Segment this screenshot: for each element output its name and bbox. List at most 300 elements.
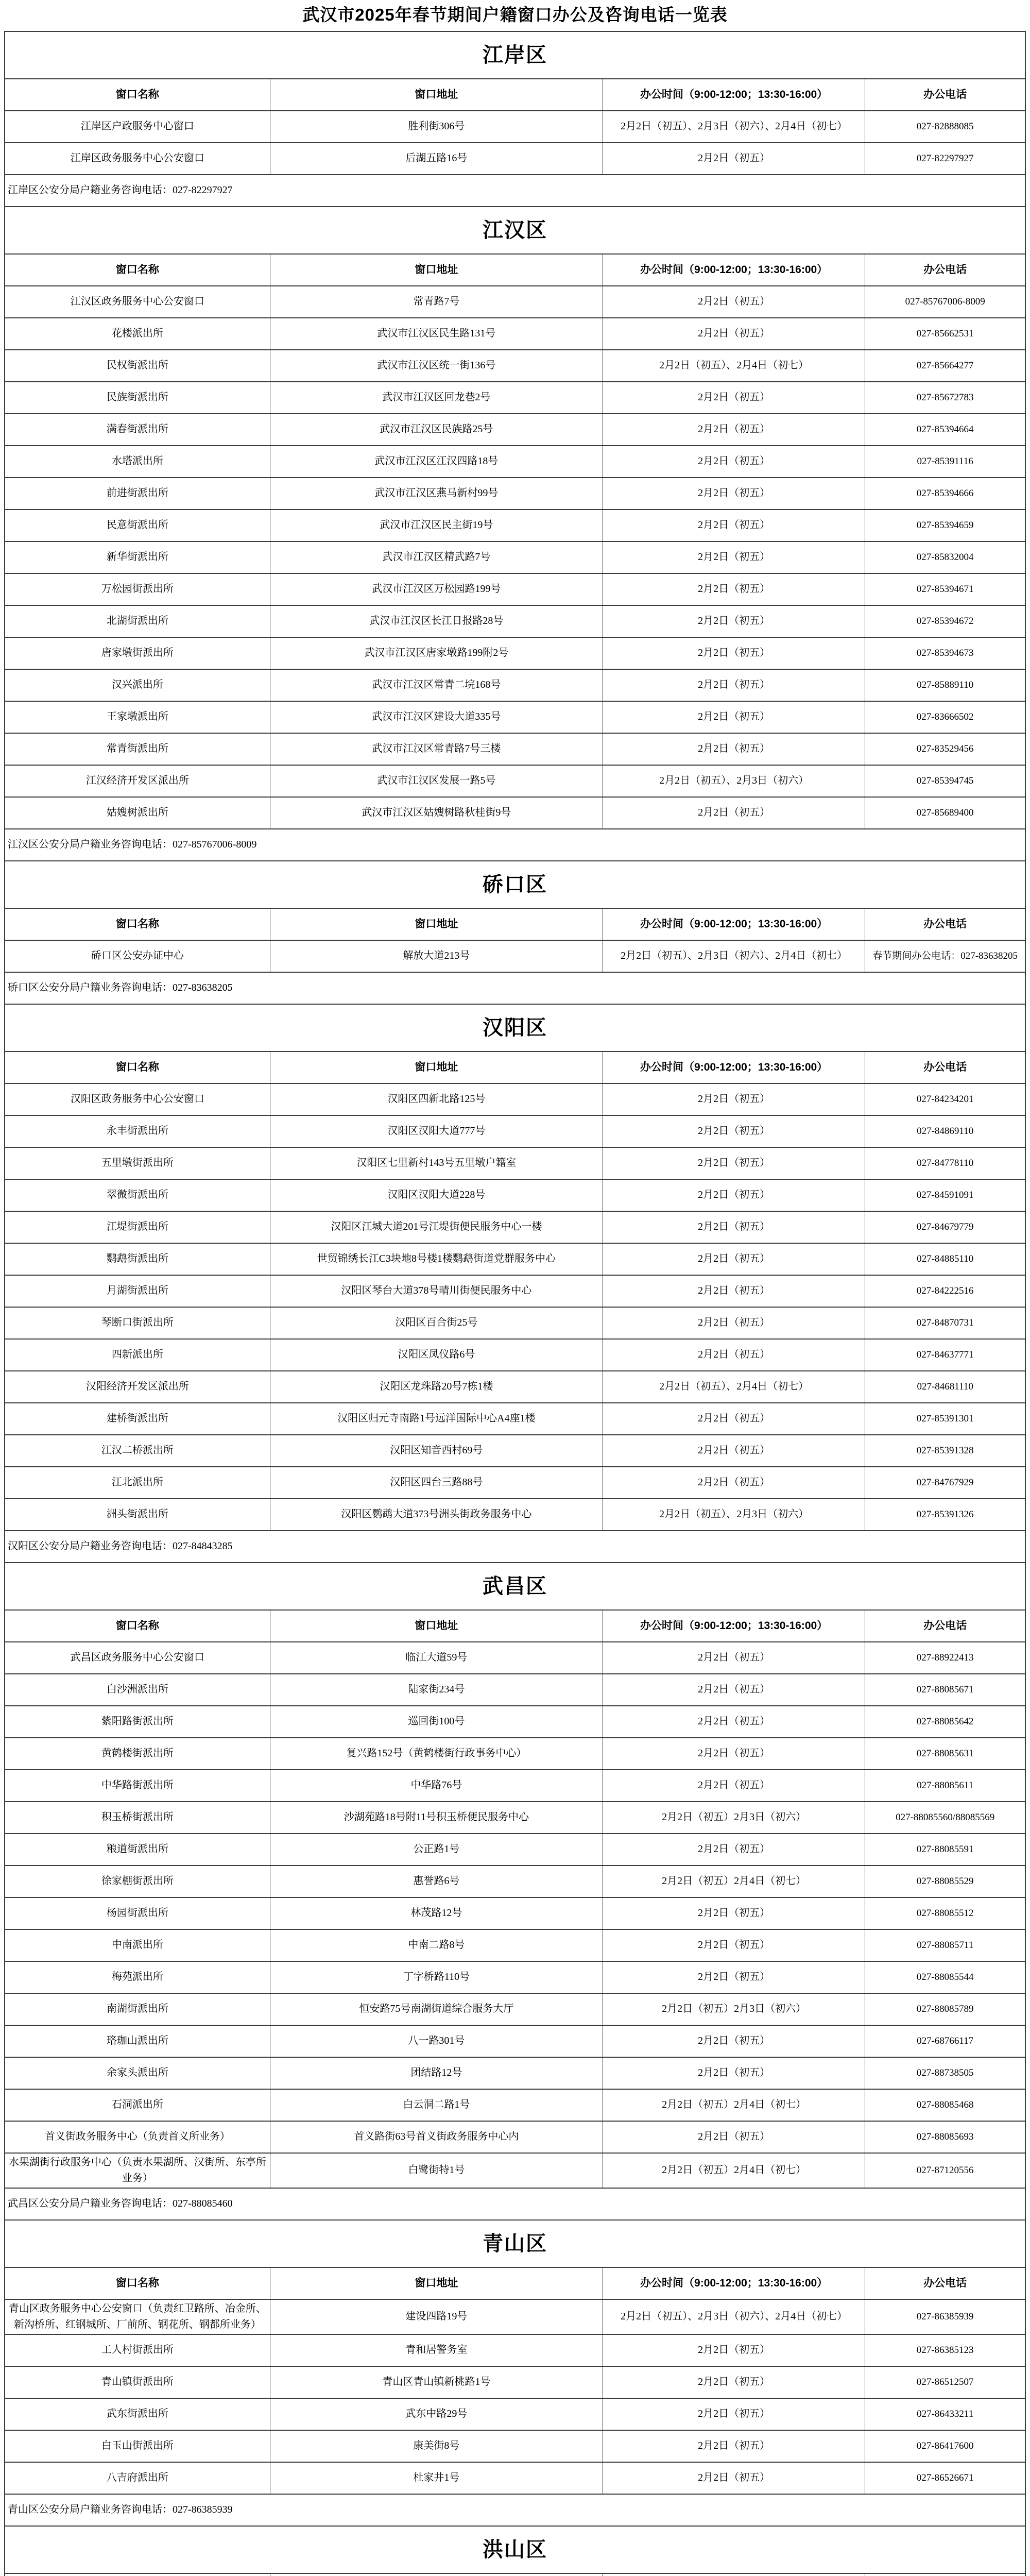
column-header: 窗口地址 xyxy=(270,1052,603,1083)
window-name-cell: 余家头派出所 xyxy=(5,2057,270,2089)
office-time-cell: 2月2日（初五） xyxy=(603,286,865,318)
column-header xyxy=(865,2573,1025,2576)
phone-cell: 027-84679779 xyxy=(865,1211,1025,1243)
district-section-row xyxy=(5,1563,1025,1610)
column-header: 窗口名称 xyxy=(5,254,270,286)
office-time-cell: 2月2日（初五） xyxy=(603,2025,865,2057)
office-time-cell: 2月2日（初五） xyxy=(603,1211,865,1243)
window-name-cell: 鹦鹉街派出所 xyxy=(5,1243,270,1275)
column-header: 办公电话 xyxy=(865,908,1025,940)
table-row xyxy=(5,2299,1025,2334)
district-footer-row xyxy=(5,972,1025,1004)
phone-cell: 春节期间办公电话：027-83638205 xyxy=(865,940,1025,972)
phone-cell: 027-85391301 xyxy=(865,1403,1025,1435)
phone-cell: 027-88922413 xyxy=(865,1642,1025,1674)
window-name-cell: 满春街派出所 xyxy=(5,414,270,446)
address-cell: 武汉市江汉区建设大道335号 xyxy=(270,701,603,733)
office-time-cell: 2月2日（初五） xyxy=(603,1179,865,1211)
address-cell: 武汉市江汉区发展一路5号 xyxy=(270,765,603,797)
office-time-cell: 2月2日（初五） xyxy=(603,1435,865,1467)
phone-cell: 027-88085642 xyxy=(865,1706,1025,1738)
address-cell: 汉阳区四新北路125号 xyxy=(270,1083,603,1115)
phone-cell: 027-85394664 xyxy=(865,414,1025,446)
window-name-cell: 青山镇街派出所 xyxy=(5,2366,270,2398)
district-section-row xyxy=(5,861,1025,908)
address-cell: 武汉市江汉区常青二垸168号 xyxy=(270,669,603,701)
phone-cell: 027-85767006-8009 xyxy=(865,286,1025,318)
address-cell: 武汉市江汉区姑嫂树路秋桂街9号 xyxy=(270,797,603,829)
window-name-cell: 花楼派出所 xyxy=(5,318,270,350)
phone-cell: 027-88085693 xyxy=(865,2121,1025,2153)
column-header-row xyxy=(5,2267,1025,2299)
office-time-cell: 2月2日（初五） xyxy=(603,1897,865,1929)
table-row xyxy=(5,1674,1025,1706)
phone-cell: 027-84234201 xyxy=(865,1083,1025,1115)
phone-cell: 027-85391326 xyxy=(865,1499,1025,1531)
district-footer-row xyxy=(5,1531,1025,1563)
district-footer-row xyxy=(5,2494,1025,2526)
table-row xyxy=(5,573,1025,605)
table-row xyxy=(5,2089,1025,2121)
phone-cell: 027-85832004 xyxy=(865,541,1025,573)
address-cell: 建设四路19号 xyxy=(270,2299,603,2334)
address-cell: 巡回街100号 xyxy=(270,1706,603,1738)
window-name-cell: 翠微街派出所 xyxy=(5,1179,270,1211)
office-time-cell: 2月2日（初五） xyxy=(603,1243,865,1275)
window-name-cell: 汉阳经济开发区派出所 xyxy=(5,1371,270,1403)
column-header-row xyxy=(5,79,1025,111)
table-row xyxy=(5,1211,1025,1243)
window-name-cell: 唐家墩街派出所 xyxy=(5,637,270,669)
phone-cell: 027-82888085 xyxy=(865,111,1025,143)
registration-table-body xyxy=(5,31,1025,2576)
phone-cell: 027-68766117 xyxy=(865,2025,1025,2057)
phone-cell: 027-86417600 xyxy=(865,2430,1025,2462)
table-row xyxy=(5,765,1025,797)
window-name-cell: 江岸区政务服务中心公安窗口 xyxy=(5,143,270,175)
address-cell: 康美街8号 xyxy=(270,2430,603,2462)
window-name-cell: 民权街派出所 xyxy=(5,350,270,382)
district-footer-row xyxy=(5,175,1025,207)
phone-cell: 027-86526671 xyxy=(865,2462,1025,2494)
table-row xyxy=(5,541,1025,573)
district-footer-row xyxy=(5,829,1025,861)
window-name-cell: 南湖街派出所 xyxy=(5,1993,270,2025)
office-time-cell: 2月2日（初五）、2月3日（初六）、2月4日（初七） xyxy=(603,2299,865,2334)
table-row xyxy=(5,1307,1025,1339)
phone-cell: 027-85662531 xyxy=(865,318,1025,350)
window-name-cell: 前进街派出所 xyxy=(5,478,270,510)
window-name-cell: 紫阳路街派出所 xyxy=(5,1706,270,1738)
phone-cell: 027-84681110 xyxy=(865,1371,1025,1403)
office-time-cell: 2月2日（初五） xyxy=(603,143,865,175)
table-row xyxy=(5,1339,1025,1371)
address-cell: 汉阳区江城大道201号江堤街便民服务中心一楼 xyxy=(270,1211,603,1243)
office-time-cell: 2月2日（初五） xyxy=(603,1147,865,1179)
table-row xyxy=(5,1993,1025,2025)
window-name-cell: 民意街派出所 xyxy=(5,510,270,541)
office-time-cell: 2月2日（初五） xyxy=(603,1770,865,1802)
office-time-cell: 2月2日（初五） xyxy=(603,1467,865,1499)
phone-cell: 027-82297927 xyxy=(865,143,1025,175)
column-header: 办公时间（9:00-12:00；13:30-16:00） xyxy=(603,1610,865,1642)
window-name-cell: 武东街派出所 xyxy=(5,2398,270,2430)
office-time-cell: 2月2日（初五） xyxy=(603,1275,865,1307)
table-row xyxy=(5,701,1025,733)
window-name-cell: 汉兴派出所 xyxy=(5,669,270,701)
address-cell: 汉阳区归元寺南路1号远洋国际中心A4座1楼 xyxy=(270,1403,603,1435)
table-row xyxy=(5,1275,1025,1307)
table-row xyxy=(5,1866,1025,1897)
address-cell: 公正路1号 xyxy=(270,1834,603,1866)
district-banner: 汉阳区 xyxy=(5,1004,1025,1052)
table-row xyxy=(5,1834,1025,1866)
phone-cell: 027-88738505 xyxy=(865,2057,1025,2089)
table-row xyxy=(5,940,1025,972)
office-time-cell: 2月2日（初五） xyxy=(603,1083,865,1115)
phone-cell: 027-83666502 xyxy=(865,701,1025,733)
table-row xyxy=(5,2366,1025,2398)
district-footer: 江汉区公安分局户籍业务咨询电话：027-85767006-8009 xyxy=(5,829,1025,861)
window-name-cell: 常青街派出所 xyxy=(5,733,270,765)
column-header: 办公电话 xyxy=(865,79,1025,111)
window-name-cell: 琴断口街派出所 xyxy=(5,1307,270,1339)
district-section-row xyxy=(5,207,1025,254)
office-time-cell: 2月2日（初五） xyxy=(603,318,865,350)
office-time-cell: 2月2日（初五）、2月4日（初七） xyxy=(603,1371,865,1403)
office-time-cell: 2月2日（初五） xyxy=(603,701,865,733)
phone-cell: 027-85394666 xyxy=(865,478,1025,510)
phone-cell: 027-87120556 xyxy=(865,2153,1025,2188)
district-footer-row xyxy=(5,2188,1025,2220)
address-cell: 汉阳区知音西村69号 xyxy=(270,1435,603,1467)
table-row xyxy=(5,286,1025,318)
phone-cell: 027-88085591 xyxy=(865,1834,1025,1866)
office-time-cell: 2月2日（初五） xyxy=(603,510,865,541)
column-header: 办公时间（9:00-12:00；13:30-16:00） xyxy=(603,1052,865,1083)
phone-cell: 027-85394673 xyxy=(865,637,1025,669)
address-cell: 武汉市江汉区燕马新村99号 xyxy=(270,478,603,510)
table-row xyxy=(5,350,1025,382)
office-time-cell: 2月2日（初五） xyxy=(603,637,865,669)
address-cell: 武汉市江汉区唐家墩路199附2号 xyxy=(270,637,603,669)
table-row xyxy=(5,1897,1025,1929)
window-name-cell: 石洞派出所 xyxy=(5,2089,270,2121)
window-name-cell: 中南派出所 xyxy=(5,1929,270,1961)
district-section-row xyxy=(5,1004,1025,1052)
address-cell: 汉阳区龙珠路20号7栋1楼 xyxy=(270,1371,603,1403)
address-cell: 白鹭街特1号 xyxy=(270,2153,603,2188)
window-name-cell: 水塔派出所 xyxy=(5,446,270,478)
office-time-cell: 2月2日（初五） xyxy=(603,1339,865,1371)
address-cell: 汉阳区汉阳大道228号 xyxy=(270,1179,603,1211)
table-row xyxy=(5,1147,1025,1179)
address-cell: 林茂路12号 xyxy=(270,1897,603,1929)
table-row xyxy=(5,1467,1025,1499)
address-cell: 武汉市江汉区长江日报路28号 xyxy=(270,605,603,637)
district-footer: 武昌区公安分局户籍业务咨询电话：027-88085460 xyxy=(5,2188,1025,2220)
office-time-cell: 2月2日（初五） xyxy=(603,2121,865,2153)
column-header: 办公时间（9:00-12:00；13:30-16:00） xyxy=(603,79,865,111)
column-header: 办公电话 xyxy=(865,1052,1025,1083)
address-cell: 武汉市江汉区精武路7号 xyxy=(270,541,603,573)
table-row xyxy=(5,2153,1025,2188)
office-time-cell: 2月2日（初五） xyxy=(603,446,865,478)
window-name-cell: 民族街派出所 xyxy=(5,382,270,414)
district-section-row xyxy=(5,31,1025,79)
window-name-cell: 洲头街派出所 xyxy=(5,1499,270,1531)
window-name-cell: 月湖街派出所 xyxy=(5,1275,270,1307)
address-cell: 青山区青山镇新桃路1号 xyxy=(270,2366,603,2398)
column-header: 办公时间（9:00-12:00；13:30-16:00） xyxy=(603,254,865,286)
address-cell: 汉阳区七里新村143号五里墩户籍室 xyxy=(270,1147,603,1179)
column-header: 办公电话 xyxy=(865,2267,1025,2299)
table-row xyxy=(5,2430,1025,2462)
office-time-cell: 2月2日（初五）2月4日（初七） xyxy=(603,2153,865,2188)
table-row xyxy=(5,2398,1025,2430)
address-cell: 沙湖苑路18号附11号积玉桥便民服务中心 xyxy=(270,1802,603,1834)
phone-cell: 027-88085631 xyxy=(865,1738,1025,1770)
office-time-cell: 2月2日（初五） xyxy=(603,669,865,701)
table-row xyxy=(5,111,1025,143)
window-name-cell: 杨园街派出所 xyxy=(5,1897,270,1929)
office-time-cell: 2月2日（初五） xyxy=(603,2366,865,2398)
address-cell: 武汉市江汉区民主街19号 xyxy=(270,510,603,541)
phone-cell: 027-86385123 xyxy=(865,2334,1025,2366)
column-header: 办公时间（9:00-12:00；13:30-16:00） xyxy=(603,2267,865,2299)
district-footer: 硚口区公安分局户籍业务咨询电话：027-83638205 xyxy=(5,972,1025,1004)
office-time-cell: 2月2日（初五） xyxy=(603,2430,865,2462)
column-header: 窗口名称 xyxy=(5,2267,270,2299)
table-row xyxy=(5,414,1025,446)
district-section-row xyxy=(5,2220,1025,2267)
column-header: 窗口地址 xyxy=(270,2267,603,2299)
office-time-cell: 2月2日（初五） xyxy=(603,2398,865,2430)
table-row xyxy=(5,733,1025,765)
address-cell: 复兴路152号（黄鹤楼街行政事务中心） xyxy=(270,1738,603,1770)
address-cell: 中华路76号 xyxy=(270,1770,603,1802)
column-header-row xyxy=(5,254,1025,286)
window-name-cell: 硚口区公安办证中心 xyxy=(5,940,270,972)
office-time-cell: 2月2日（初五） xyxy=(603,733,865,765)
window-name-cell: 万松园街派出所 xyxy=(5,573,270,605)
phone-cell: 027-86385939 xyxy=(865,2299,1025,2334)
window-name-cell: 江汉区政务服务中心公安窗口 xyxy=(5,286,270,318)
column-header xyxy=(603,2573,865,2576)
column-header: 窗口地址 xyxy=(270,79,603,111)
column-header-row xyxy=(5,1052,1025,1083)
office-time-cell: 2月2日（初五） xyxy=(603,414,865,446)
table-row xyxy=(5,2462,1025,2494)
phone-cell: 027-88085512 xyxy=(865,1897,1025,1929)
window-name-cell: 江堤街派出所 xyxy=(5,1211,270,1243)
phone-cell: 027-85394659 xyxy=(865,510,1025,541)
column-header: 窗口名称 xyxy=(5,1052,270,1083)
office-time-cell: 2月2日（初五） xyxy=(603,478,865,510)
address-cell: 临江大道59号 xyxy=(270,1642,603,1674)
column-header: 窗口地址 xyxy=(270,908,603,940)
address-cell: 武东中路29号 xyxy=(270,2398,603,2430)
column-header-row xyxy=(5,1610,1025,1642)
office-time-cell: 2月2日（初五）2月3日（初六） xyxy=(603,1802,865,1834)
window-name-cell: 黄鹤楼街派出所 xyxy=(5,1738,270,1770)
window-name-cell: 武昌区政务服务中心公安窗口 xyxy=(5,1642,270,1674)
phone-cell: 027-85391116 xyxy=(865,446,1025,478)
window-name-cell: 汉阳区政务服务中心公安窗口 xyxy=(5,1083,270,1115)
address-cell: 团结路12号 xyxy=(270,2057,603,2089)
address-cell: 武汉市江汉区民族路25号 xyxy=(270,414,603,446)
address-cell: 常青路7号 xyxy=(270,286,603,318)
table-row xyxy=(5,1435,1025,1467)
column-header: 办公时间（9:00-12:00；13:30-16:00） xyxy=(603,908,865,940)
district-footer: 青山区公安分局户籍业务咨询电话：027-86385939 xyxy=(5,2494,1025,2526)
address-cell: 武汉市江汉区常青路7号三楼 xyxy=(270,733,603,765)
phone-cell: 027-85394672 xyxy=(865,605,1025,637)
phone-cell: 027-88085789 xyxy=(865,1993,1025,2025)
district-banner: 硚口区 xyxy=(5,861,1025,908)
table-row xyxy=(5,1770,1025,1802)
phone-cell: 027-86433211 xyxy=(865,2398,1025,2430)
table-row xyxy=(5,1961,1025,1993)
column-header xyxy=(5,2573,270,2576)
office-time-cell: 2月2日（初五） xyxy=(603,1403,865,1435)
phone-cell: 027-84767929 xyxy=(865,1467,1025,1499)
column-header: 窗口名称 xyxy=(5,908,270,940)
phone-cell: 027-84885110 xyxy=(865,1243,1025,1275)
office-time-cell: 2月2日（初五） xyxy=(603,573,865,605)
office-time-cell: 2月2日（初五） xyxy=(603,1738,865,1770)
address-cell: 恒安路75号南湖街道综合服务大厅 xyxy=(270,1993,603,2025)
office-time-cell: 2月2日（初五） xyxy=(603,2462,865,2494)
address-cell: 武汉市江汉区万松园路199号 xyxy=(270,573,603,605)
window-name-cell: 江岸区户政服务中心窗口 xyxy=(5,111,270,143)
address-cell: 汉阳区鹦鹉大道373号洲头街政务服务中心 xyxy=(270,1499,603,1531)
table-row xyxy=(5,605,1025,637)
address-cell: 中南二路8号 xyxy=(270,1929,603,1961)
window-name-cell: 青山区政务服务中心公安窗口（负责红卫路所、冶金所、新沟桥所、红钢城所、厂前所、钢花所、钢都所业务） xyxy=(5,2299,270,2334)
address-cell: 解放大道213号 xyxy=(270,940,603,972)
table-row xyxy=(5,446,1025,478)
window-name-cell: 珞珈山派出所 xyxy=(5,2025,270,2057)
window-name-cell: 五里墩街派出所 xyxy=(5,1147,270,1179)
table-row xyxy=(5,1243,1025,1275)
phone-cell: 027-88085544 xyxy=(865,1961,1025,1993)
registration-table xyxy=(4,31,1026,2576)
table-row xyxy=(5,382,1025,414)
district-banner: 青山区 xyxy=(5,2220,1025,2267)
phone-cell: 027-88085468 xyxy=(865,2089,1025,2121)
window-name-cell: 粮道街派出所 xyxy=(5,1834,270,1866)
window-name-cell: 姑嫂树派出所 xyxy=(5,797,270,829)
address-cell: 惠誉路6号 xyxy=(270,1866,603,1897)
column-header xyxy=(270,2573,603,2576)
phone-cell: 027-86512507 xyxy=(865,2366,1025,2398)
column-header: 办公电话 xyxy=(865,1610,1025,1642)
window-name-cell: 八吉府派出所 xyxy=(5,2462,270,2494)
office-time-cell: 2月2日（初五） xyxy=(603,2057,865,2089)
column-header: 办公电话 xyxy=(865,254,1025,286)
address-cell: 八一路301号 xyxy=(270,2025,603,2057)
window-name-cell: 徐家棚街派出所 xyxy=(5,1866,270,1897)
table-row xyxy=(5,1179,1025,1211)
address-cell: 汉阳区凤仪路6号 xyxy=(270,1339,603,1371)
table-row xyxy=(5,2121,1025,2153)
address-cell: 世贸锦绣长江C3块地8号楼1楼鹦鹉街道党群服务中心 xyxy=(270,1243,603,1275)
window-name-cell: 积玉桥街派出所 xyxy=(5,1802,270,1834)
district-banner: 洪山区 xyxy=(5,2526,1025,2573)
phone-cell: 027-85689400 xyxy=(865,797,1025,829)
window-name-cell: 建桥街派出所 xyxy=(5,1403,270,1435)
district-banner: 江汉区 xyxy=(5,207,1025,254)
phone-cell: 027-88085611 xyxy=(865,1770,1025,1802)
page-title: 武汉市2025年春节期间户籍窗口办公及咨询电话一览表 xyxy=(302,5,728,24)
phone-cell: 027-84869110 xyxy=(865,1115,1025,1147)
phone-cell: 027-85889110 xyxy=(865,669,1025,701)
table-row xyxy=(5,797,1025,829)
window-name-cell: 工人村街派出所 xyxy=(5,2334,270,2366)
office-time-cell: 2月2日（初五）、2月3日（初六） xyxy=(603,765,865,797)
window-name-cell: 王家墩派出所 xyxy=(5,701,270,733)
window-name-cell: 梅苑派出所 xyxy=(5,1961,270,1993)
address-cell: 汉阳区百合街25号 xyxy=(270,1307,603,1339)
phone-cell: 027-88085671 xyxy=(865,1674,1025,1706)
district-footer: 汉阳区公安分局户籍业务咨询电话：027-84843285 xyxy=(5,1531,1025,1563)
phone-cell: 027-85391328 xyxy=(865,1435,1025,1467)
office-time-cell: 2月2日（初五）、2月4日（初七） xyxy=(603,350,865,382)
address-cell: 白云洞二路1号 xyxy=(270,2089,603,2121)
office-time-cell: 2月2日（初五） xyxy=(603,2334,865,2366)
district-footer: 江岸区公安分局户籍业务咨询电话：027-82297927 xyxy=(5,175,1025,207)
office-time-cell: 2月2日（初五） xyxy=(603,1929,865,1961)
phone-cell: 027-84637771 xyxy=(865,1339,1025,1371)
address-cell: 汉阳区汉阳大道777号 xyxy=(270,1115,603,1147)
address-cell: 首义路街63号首义街政务服务中心内 xyxy=(270,2121,603,2153)
table-row xyxy=(5,1371,1025,1403)
window-name-cell: 中华路街派出所 xyxy=(5,1770,270,1802)
window-name-cell: 永丰街派出所 xyxy=(5,1115,270,1147)
column-header: 窗口名称 xyxy=(5,79,270,111)
office-time-cell: 2月2日（初五）、2月3日（初六） xyxy=(603,1499,865,1531)
office-time-cell: 2月2日（初五） xyxy=(603,1834,865,1866)
office-time-cell: 2月2日（初五） xyxy=(603,382,865,414)
window-name-cell: 白玉山街派出所 xyxy=(5,2430,270,2462)
office-time-cell: 2月2日（初五） xyxy=(603,541,865,573)
address-cell: 汉阳区四台三路88号 xyxy=(270,1467,603,1499)
table-row xyxy=(5,478,1025,510)
phone-cell: 027-83529456 xyxy=(865,733,1025,765)
table-row xyxy=(5,1499,1025,1531)
office-time-cell: 2月2日（初五） xyxy=(603,1307,865,1339)
office-time-cell: 2月2日（初五） xyxy=(603,1961,865,1993)
window-name-cell: 江汉二桥派出所 xyxy=(5,1435,270,1467)
window-name-cell: 白沙洲派出所 xyxy=(5,1674,270,1706)
phone-cell: 027-84778110 xyxy=(865,1147,1025,1179)
office-time-cell: 2月2日（初五）、2月3日（初六）、2月4日（初七） xyxy=(603,940,865,972)
phone-cell: 027-85394745 xyxy=(865,765,1025,797)
phone-cell: 027-88085560/88085569 xyxy=(865,1802,1025,1834)
column-header: 窗口地址 xyxy=(270,254,603,286)
window-name-cell: 新华街派出所 xyxy=(5,541,270,573)
office-time-cell: 2月2日（初五）、2月3日（初六）、2月4日（初七） xyxy=(603,111,865,143)
office-time-cell: 2月2日（初五）2月3日（初六） xyxy=(603,1993,865,2025)
column-header-row xyxy=(5,908,1025,940)
phone-cell: 027-85394671 xyxy=(865,573,1025,605)
table-row xyxy=(5,1115,1025,1147)
office-time-cell: 2月2日（初五） xyxy=(603,605,865,637)
table-row xyxy=(5,1802,1025,1834)
district-banner: 江岸区 xyxy=(5,31,1025,79)
office-time-cell: 2月2日（初五） xyxy=(603,1674,865,1706)
